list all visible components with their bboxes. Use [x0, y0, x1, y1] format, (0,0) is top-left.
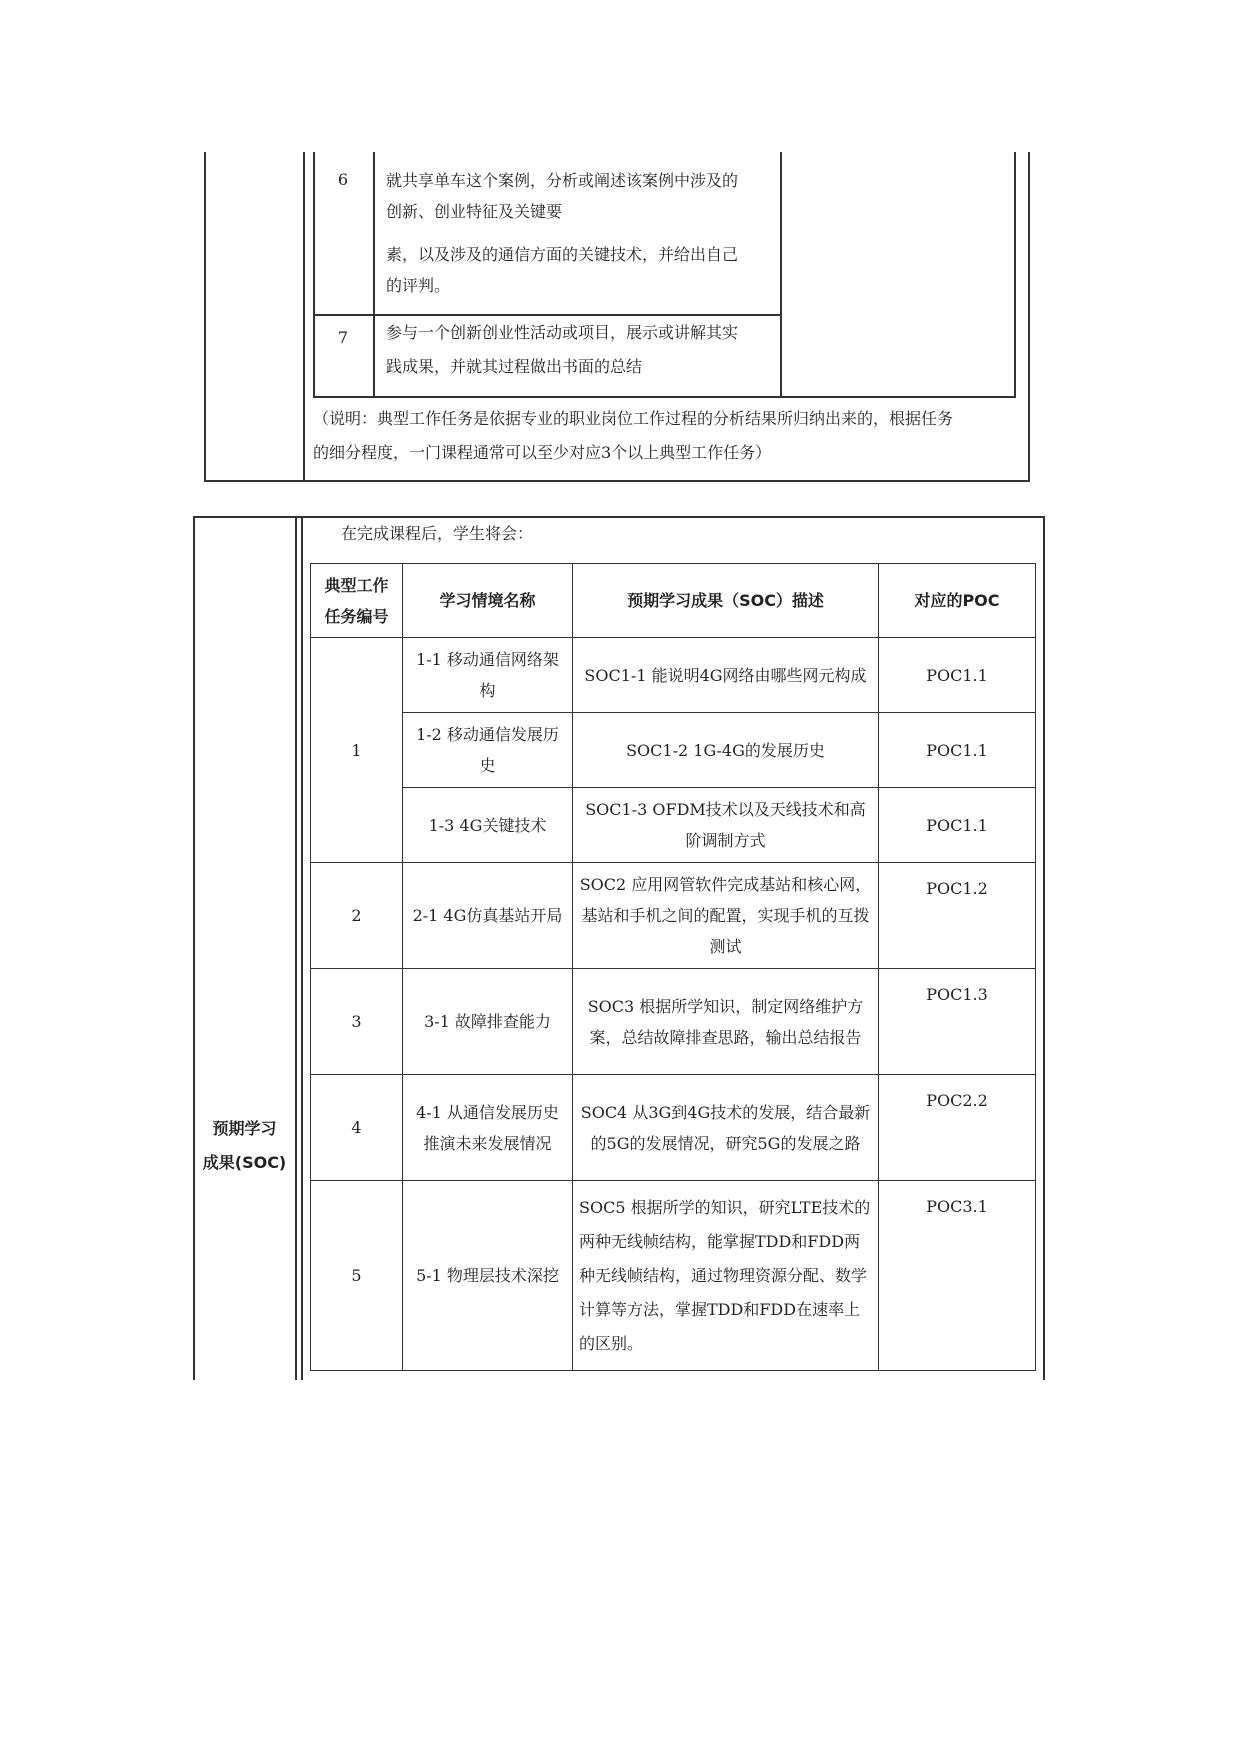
task-7-text: 参与一个创新创业性活动或项目，展示或讲解其实 践成果，并就其过程做出书面的总结: [386, 323, 739, 376]
description-cell: SOC1-2 1G-4G的发展历史: [573, 713, 879, 788]
table-row: [311, 1075, 1036, 1181]
table-row: [311, 713, 1036, 788]
header-context: 学习情境名称: [403, 564, 573, 638]
task-number-cell: 4: [311, 1075, 403, 1181]
header-poc: 对应的POC: [879, 564, 1036, 638]
task-number-6: 6: [337, 170, 349, 189]
poc-cell: POC1.3: [879, 969, 1036, 1075]
table-row: [311, 788, 1036, 863]
description-cell: SOC1-3 OFDM技术以及天线技术和高阶调制方式: [573, 788, 879, 863]
soc-row-label: 预期学习 成果(SOC): [202, 1119, 287, 1172]
soc-intro: 在完成课程后，学生将会：: [341, 524, 534, 543]
context-cell: 3-1 故障排查能力: [403, 969, 573, 1075]
task-number-cell: 1: [311, 638, 403, 863]
poc-cell: POC1.1: [879, 638, 1036, 713]
header-task-number: 典型工作 任务编号: [311, 564, 403, 638]
description-cell: SOC3 根据所学知识，制定网络维护方案，总结故障排查思路，输出总结报告: [573, 969, 879, 1075]
task-number-cell: 2: [311, 863, 403, 969]
poc-cell: POC1.2: [879, 863, 1036, 969]
poc-cell: POC1.1: [879, 788, 1036, 863]
poc-cell: POC1.1: [879, 713, 1036, 788]
context-cell: 1-2 移动通信发展历史: [403, 713, 573, 788]
poc-cell: POC2.2: [879, 1075, 1036, 1181]
context-cell: 1-3 4G关键技术: [403, 788, 573, 863]
table-row: [311, 863, 1036, 969]
header-description: 预期学习成果（SOC）描述: [573, 564, 879, 638]
table-row: [311, 638, 1036, 713]
table-header-row: [311, 564, 1036, 638]
task-number-cell: 3: [311, 969, 403, 1075]
description-cell: SOC5 根据所学的知识，研究LTE技术的两种无线帧结构，能掌握TDD和FDD两种无线帧结构，通过物理资源分配、数学计算等方法，掌握TDD和FDD在速率上的区别。: [573, 1181, 879, 1371]
context-cell: 1-1 移动通信网络架构: [403, 638, 573, 713]
task-number-cell: 5: [311, 1181, 403, 1371]
description-cell: SOC2 应用网管软件完成基站和核心网，基站和手机之间的配置，实现手机的互拨测试: [573, 863, 879, 969]
poc-cell: POC3.1: [879, 1181, 1036, 1371]
context-cell: 2-1 4G仿真基站开局: [403, 863, 573, 969]
description-cell: SOC4 从3G到4G技术的发展，结合最新的5G的发展情况，研究5G的发展之路: [573, 1075, 879, 1181]
task-6-text: 就共享单车这个案例，分析或阐述该案例中涉及的 创新、创业特征及关键要 素，以及涉及的通信方面的关键技术，并给出自己 的评判。: [386, 171, 739, 295]
soc-table: [310, 563, 1036, 1371]
context-cell: 4-1 从通信发展历史推演未来发展情况: [403, 1075, 573, 1181]
description-cell: SOC1-1 能说明4G网络由哪些网元构成: [573, 638, 879, 713]
context-cell: 5-1 物理层技术深挖: [403, 1181, 573, 1371]
note-text: （说明：典型工作任务是依据专业的职业岗位工作过程的分析结果所归纳出来的，根据任务 的细分程度，一门课程通常可以至少对应3个以上典型工作任务）: [313, 409, 954, 462]
table-row: [311, 969, 1036, 1075]
table-row: [311, 1181, 1036, 1371]
task-number-7: 7: [337, 328, 349, 347]
